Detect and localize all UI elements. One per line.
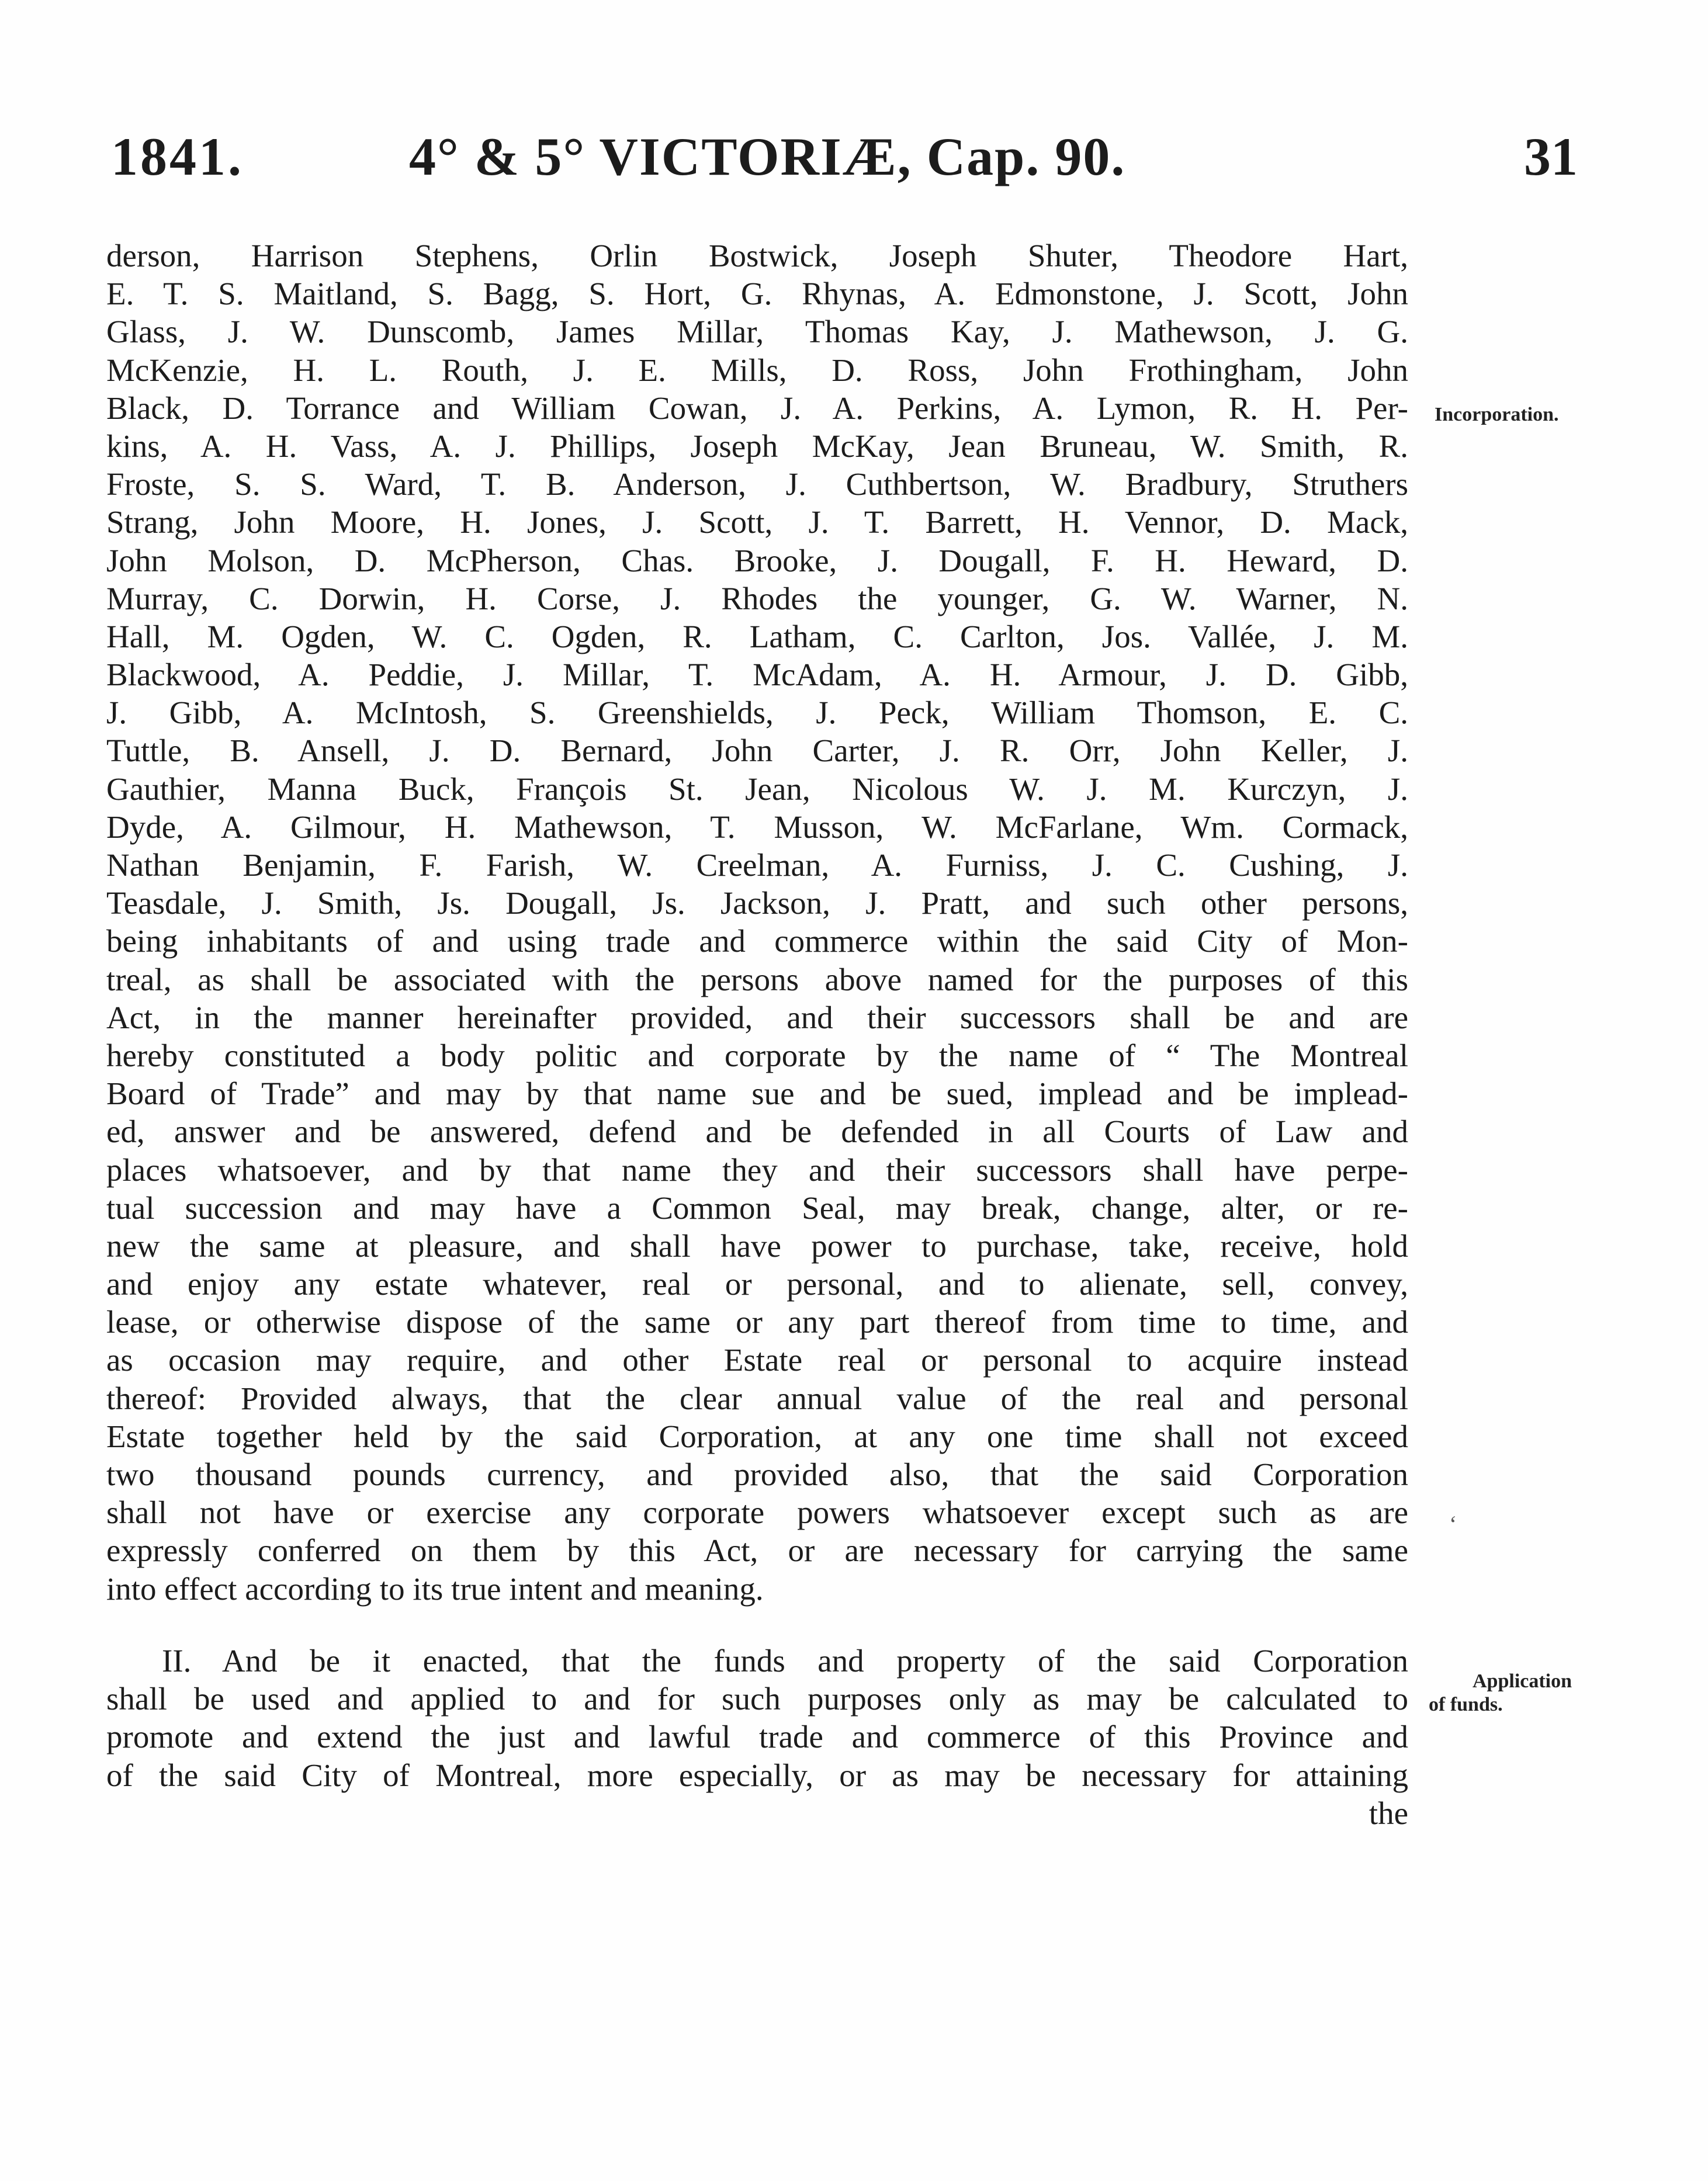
page-number: 31 bbox=[1524, 127, 1578, 186]
text-line: lease, or otherwise dispose of the same or any part thereof from time to time, and bbox=[106, 1304, 1408, 1340]
text-line: thereof: Provided always, that the clear annual value of the real and personal bbox=[106, 1380, 1408, 1416]
text-line: tual succession and may have a Common Seal, may break, change, alter, or re- bbox=[106, 1190, 1408, 1226]
margin-note-application-line1: Application bbox=[1473, 1670, 1572, 1692]
section-2-text bbox=[106, 1642, 1408, 1832]
text-line: Act, in the manner hereinafter provided, and their successors shall be and are bbox=[106, 999, 1408, 1035]
text-line: of the said City of Montreal, more especially, or as may be necessary for attaining bbox=[106, 1757, 1408, 1793]
text-line: Tuttle, B. Ansell, J. D. Bernard, John Carter, J. R. Orr, John Keller, J. bbox=[106, 733, 1408, 769]
text-line: promote and extend the just and lawful trade and commerce of this Province and bbox=[106, 1719, 1408, 1755]
text-line: Teasdale, J. Smith, Js. Dougall, Js. Jackson, J. Pratt, and such other persons, bbox=[106, 885, 1408, 921]
running-head-title: 4° & 5° VICTORIÆ, Cap. 90. bbox=[409, 127, 1126, 186]
margin-note-application-line2: of funds. bbox=[1429, 1694, 1503, 1715]
text-line: being inhabitants of and using trade and commerce within the said City of Mon- bbox=[106, 923, 1408, 959]
text-line: kins, A. H. Vass, A. J. Phillips, Joseph McKay, Jean Bruneau, W. Smith, R. bbox=[106, 428, 1408, 464]
text-line: Blackwood, A. Peddie, J. Millar, T. McAdam, A. H. Armour, J. D. Gibb, bbox=[106, 657, 1408, 693]
text-line: two thousand pounds currency, and provided also, that the said Corporation bbox=[106, 1457, 1408, 1492]
text-line: Gauthier, Manna Buck, François St. Jean, Nicolous W. J. M. Kurczyn, J. bbox=[106, 771, 1408, 807]
running-head-year: 1841. bbox=[111, 127, 244, 186]
text-line: Black, D. Torrance and William Cowan, J. A. Perkins, A. Lymon, R. H. Per- bbox=[106, 390, 1408, 426]
text-line: John Molson, D. McPherson, Chas. Brooke, J. Dougall, F. H. Heward, D. bbox=[106, 542, 1408, 578]
text-line: J. Gibb, A. McIntosh, S. Greenshields, J. Peck, William Thomson, E. C. bbox=[106, 695, 1408, 731]
text-line: shall not have or exercise any corporate powers whatsoever except such as are bbox=[106, 1495, 1408, 1531]
text-line: hereby constituted a body politic and corporate by the name of “ The Montreal bbox=[106, 1037, 1408, 1073]
text-line: as occasion may require, and other Estate real or personal to acquire instead bbox=[106, 1342, 1408, 1378]
text-line: Board of Trade” and may by that name sue and be sued, implead and be implead- bbox=[106, 1076, 1408, 1112]
text-line: Froste, S. S. Ward, T. B. Anderson, J. Cuthbertson, W. Bradbury, Struthers bbox=[106, 466, 1408, 502]
catchword: the bbox=[1369, 1795, 1408, 1831]
text-line: expressly conferred on them by this Act, or are necessary for carrying the same bbox=[106, 1532, 1408, 1569]
text-line: E. T. S. Maitland, S. Bagg, S. Hort, G. Rhynas, A. Edmonstone, J. Scott, John bbox=[106, 276, 1408, 312]
text-line: shall be used and applied to and for such purposes only as may be calculated to bbox=[106, 1681, 1408, 1717]
text-line: ed, answer and be answered, defend and be defended in all Courts of Law and bbox=[106, 1114, 1408, 1150]
text-line: II. And be it enacted, that the funds and property of the said Corporation bbox=[162, 1643, 1408, 1679]
text-line: into effect according to its true intent and meaning. bbox=[106, 1570, 764, 1607]
text-line: new the same at pleasure, and shall have power to purchase, take, receive, hold bbox=[106, 1228, 1408, 1264]
text-line: Glass, J. W. Dunscomb, James Millar, Thomas Kay, J. Mathewson, J. G. bbox=[106, 314, 1408, 350]
text-line: treal, as shall be associated with the persons above named for the purposes of this bbox=[106, 961, 1408, 997]
margin-note-application bbox=[1429, 1670, 1604, 1717]
running-head bbox=[111, 126, 1578, 196]
text-line: Nathan Benjamin, F. Farish, W. Creelman, A. Furniss, J. C. Cushing, J. bbox=[106, 847, 1408, 883]
text-line: places whatsoever, and by that name they and their successors shall have perpe- bbox=[106, 1152, 1408, 1188]
text-line: McKenzie, H. L. Routh, J. E. Mills, D. Ross, John Frothingham, John bbox=[106, 352, 1408, 388]
stray-mark: ‘ bbox=[1449, 1511, 1457, 1537]
text-line: Dyde, A. Gilmour, H. Mathewson, T. Musson, W. McFarlane, Wm. Cormack, bbox=[106, 809, 1408, 845]
text-line: Estate together held by the said Corporation, at any one time shall not exceed bbox=[106, 1418, 1408, 1454]
text-line: and enjoy any estate whatever, real or personal, and to alienate, sell, convey, bbox=[106, 1266, 1408, 1302]
text-line: Murray, C. Dorwin, H. Corse, J. Rhodes the younger, G. W. Warner, N. bbox=[106, 580, 1408, 616]
section-1-text bbox=[106, 237, 1408, 1608]
text-line: Strang, John Moore, H. Jones, J. Scott, J. T. Barrett, H. Vennor, D. Mack, bbox=[106, 504, 1408, 540]
text-line: derson, Harrison Stephens, Orlin Bostwick, Joseph Shuter, Theodore Hart, bbox=[106, 238, 1408, 273]
text-line: Hall, M. Ogden, W. C. Ogden, R. Latham, C. Carlton, Jos. Vallée, J. M. bbox=[106, 618, 1408, 654]
margin-note-incorporation: Incorporation. bbox=[1435, 404, 1559, 425]
